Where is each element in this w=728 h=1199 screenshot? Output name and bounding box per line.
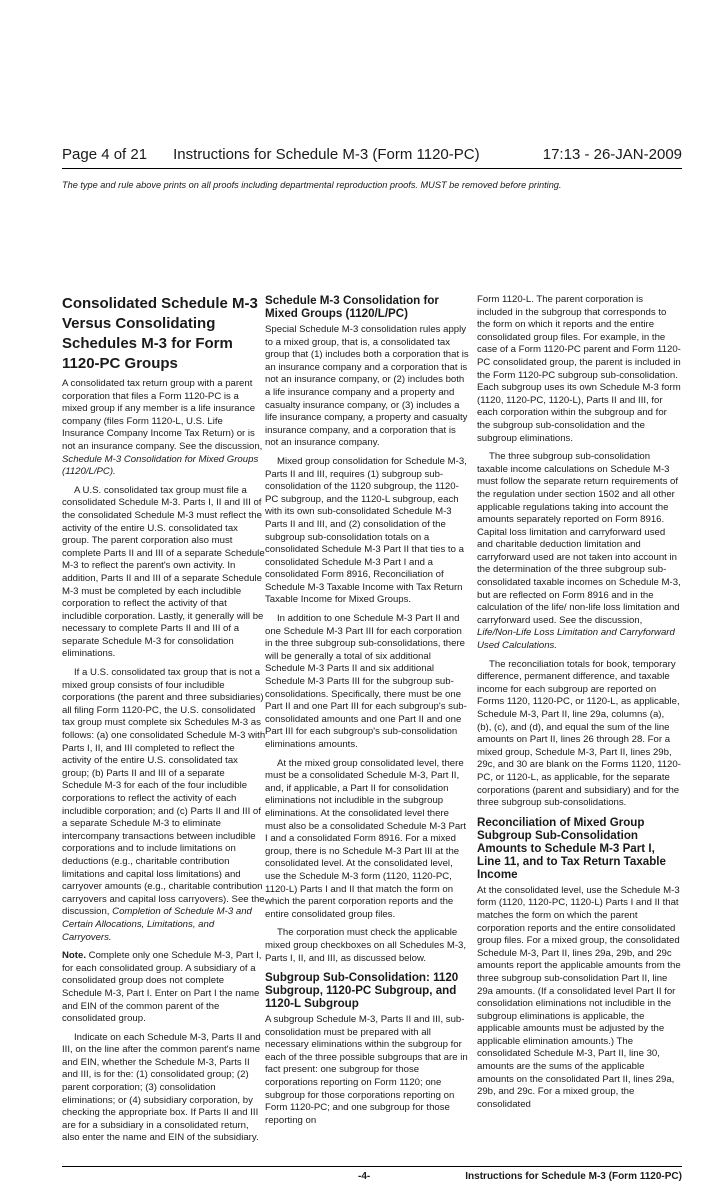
section-heading: Schedule M-3 Consolidation for Mixed Groups (1120/L/PC) — [265, 294, 439, 320]
paragraph: Special Schedule M-3 consolidation rules apply to a mixed group, that is, a consolidated tax group that (1) includes both a corporation that is an insurance company and a corporation that is not an insurance company, or (2) includes both a life insurance company and a property and casualty insurance company, or (3) includes a life insurance company, a property and casualty insurance company, and a corporation that is not an insurance company. — [265, 324, 469, 449]
header-document-title: Instructions for Schedule M-3 (Form 1120-PC) — [173, 146, 480, 163]
column-2 — [265, 294, 469, 1164]
subsection-heading: Subgroup Sub-Consolidation: 1120 Subgroup, 1120-PC Subgroup, and 1120-L Subgroup — [265, 971, 459, 1011]
paragraph: At the consolidated level, use the Schedule M-3 form (1120, 1120-PC, 1120-L) Parts I and II that matches the form on which the parent corporation reports and the entire consolidated group files. For a mixed group, the consolidated Schedule M-3, Part II, lines 29a, 29b, and 29c amounts report the applicable amounts from the three subgroup sub-consolidation Part II, line 29a amounts. (If a consolidated level Part II for consolidation eliminations not includible in the subgroup eliminations is applicable, the applicable amounts must be adjusted by the applicable elimination amounts.) The consolidated Schedule M-3, Part II, line 30, amounts are the sums of the applicable amounts on the consolidated Part II, lines 29a, 29b, and 29c. For a mixed group, the consolidated — [477, 884, 681, 1110]
cross-reference: Completion of Schedule M-3 and Certain Allocations, Limitations, and Carryovers. — [62, 906, 252, 943]
paragraph: A subgroup Schedule M-3, Parts II and III, sub-consolidation must be prepared with all necessary eliminations within the subgroup for each of the three possible subgroups that are in fact present: one subgroup for those corporations reporting on Form 1120; one subgroup for those corporations reporting on Form 1120-PC; and one subgroup for those reporting on — [265, 1014, 468, 1126]
header-left — [62, 146, 480, 163]
proof-banner: The type and rule above prints on all proofs including departmental reproduction proofs. MUST be removed before printing. — [62, 180, 562, 190]
column-1 — [62, 294, 266, 1164]
page-header — [62, 146, 682, 163]
paragraph: In addition to one Schedule M-3 Part II and one Schedule M-3 Part III for each corporation in the three subgroup sub-consolidations, there will be generally a total of six additional Schedule M-3 Parts II and six additional Schedule M-3 Parts III for the subgroup sub-consolidations. Specifically, there must be one Part II and one Part III for each subgroup's sub-consolidated amounts and one Part II and one Part III for each subgroup's sub-consolidation eliminations amounts. — [265, 613, 467, 750]
paragraph: A U.S. consolidated tax group must file a consolidated Schedule M-3. Parts I, II and III of the consolidated Schedule M-3 must reflect the activity of the entire U.S. consolidated tax group. The parent corporation also must complete Parts II and III of a separate Schedule M-3 to reflect the parent's own activity. In addition, Parts II and III of a separate Schedule M-3 must be completed by each includible corporation to reflect the activity of that includible corporation. Lastly, it generally will be necessary to complete Parts II and III of a separate Schedule M-3 for consolidation eliminations. — [62, 484, 265, 660]
paragraph: Form 1120-L. The parent corporation is included in the subgroup that corresponds to the form on which it reports and the entire consolidated group files. For example, in the case of a Form 1120-PC parent and Form 1120-PC consolidated group, the parent is included in the Form 1120-PC subgroup sub-consolidation. Each subgroup uses its own Schedule M-3 form (1120, 1120-PC, 1120-L), Parts II and III, for each corporation within the subgroup and for the subgroup sub-consolidation and the subgroup eliminations. — [477, 294, 681, 444]
note-paragraph: Note. Complete only one Schedule M-3, Part I, for each consolidated group. A subsidiary of a consolidated group does not complete Schedule M-3, Part I. Enter on Part I the name and EIN of the common parent of the consolidated group. — [62, 950, 262, 1025]
paragraph: Mixed group consolidation for Schedule M-3, Parts II and III, requires (1) subgroup sub-consolidation of the 1120 subgroup, the 1120-PC subgroup, and the 1120-L subgroup, each with its own sub-consolidated Schedule M-3 Parts II and III, and (2) consolidation of the subgroup sub-consolidation totals on a consolidated Schedule M-3 Part II that ties to a consolidated Schedule M-3 Part I and a consolidated Form 8916, Reconciliation of Schedule M-3 Taxable Income with Tax Return Taxable Income for Mixed Groups. — [265, 455, 467, 606]
section-heading: Consolidated Schedule M-3 Versus Consolidating Schedules M-3 for Form 1120-PC Groups — [62, 295, 258, 372]
cross-reference: Schedule M-3 Consolidation for Mixed Groups (1120/L/PC). — [62, 453, 259, 478]
body-columns — [0, 294, 728, 1164]
paragraph: The corporation must check the applicable mixed group checkboxes on all Schedules M-3, Parts I, II, and III, as discussed below. — [265, 927, 467, 964]
cross-reference: Life/Non-Life Loss Limitation and Carryforward Used Calculations. — [477, 627, 675, 652]
footer-rule — [62, 1166, 682, 1167]
paragraph: If a U.S. consolidated tax group that is not a mixed group consists of four includible corporations (the parent and three subsidiaries) all filing Form 1120-PC, the U.S. consolidated tax group must complete six Schedules M-3 as follows: (a) one consolidated Schedule M-3 with Parts I, II, and III completed to reflect the activity of the entire U.S. consolidated tax group; (b) Parts II and III of a separate Schedule M-3 for each of the four includible corporations to reflect the activity of each includible corporation; and (c) Parts II and III of a separate Schedule M-3 to eliminate intercompany transactions between includible corporations and to include limitations on deductions (e.g., charitable contribution limitations and capital loss limitations) and carryover amounts (e.g., charitable contribution carryovers and capital loss carryovers). See the discussion, Completion of Schedule M-3 and Certain Allocations, Limitations, and Carryovers. — [62, 667, 266, 943]
header-rule — [62, 168, 682, 169]
paragraph: A consolidated tax return group with a parent corporation that files a Form 1120-PC is a mixed group if any member is a life insurance company (files Form 1120-L, U.S. Life Insurance Company Income Tax Return) or is not an insurance company. See the discussion, Schedule M-3 Consolidation for Mixed Groups (1120/L/PC). — [62, 378, 263, 478]
footer-page-number: -4- — [358, 1171, 371, 1182]
paragraph: The reconciliation totals for book, temporary difference, permanent difference, and taxable income for each subgroup are reported on Forms 1120, 1120-PC, or 1120-L, as applicable, Schedule M-3, Part II, line 29a, columns (a), (b), (c), and (d), and equal the sum of the line amounts on Part II, lines 26 through 28. For a mixed group, Schedule M-3, Part II, lines 29b, 29c, and 30 are blank on the Forms 1120, 1120-PC, or 1120-L, as applicable, for the separate corporations (parent and subsidiary) and for the three subgroup sub-consolidations. — [477, 658, 681, 809]
paragraph: At the mixed group consolidated level, there must be a consolidated Schedule M-3, Part II, and, if applicable, a Part II for consolidation eliminations not includible in the subgroup eliminations. At the consolidated level there must also be a consolidated Schedule M-3 Part I and a consolidated Form 8916. For a mixed group, there is no Schedule M-3 Part III at the consolidated level. At the consolidated level, use the Schedule M-3 form (1120, 1120-PC, 1120-L) Parts I and II that match the form on which the parent corporation reports and the entire consolidated group files. — [265, 757, 467, 920]
paragraph: The three subgroup sub-consolidation taxable income calculations on Schedule M-3 must follow the separate return requirements of the regulation under section 1502 and all other applicable regulations taking into account the amounts separately reported on Form 8916. Capital loss limitation and carryforward used and charitable deduction limitation and carryforward used are not taken into account in the determination of the three subgroup sub-consolidated taxable incomes on Schedule M-3, but are reflected on Form 8916 and in the calculation of the life/ non-life loss limitation and carryforward used. See the discussion, Life/Non-Life Loss Limitation and Carryforward Used Calculations. — [477, 451, 681, 652]
footer-document-title: Instructions for Schedule M-3 (Form 1120-PC) — [465, 1171, 682, 1182]
header-timestamp: 17:13 - 26-JAN-2009 — [542, 146, 682, 163]
column-3 — [477, 294, 681, 1164]
header-page-number: Page 4 of 21 — [62, 146, 148, 163]
subsection-heading: Reconciliation of Mixed Group Subgroup Sub-Consolidation Amounts to Schedule M-3 Part I, Line 11, and to Tax Return Taxable Income — [477, 815, 666, 881]
note-label: Note. — [62, 950, 86, 962]
paragraph: Indicate on each Schedule M-3, Parts II and III, on the line after the common parent's name and EIN, whether the Schedule M-3, Parts II and III, is for the: (1) consolidated group; (2) parent corporation; (3) consolidation eliminations; or (4) subsidiary corporation, by checking the appropriate box. If Parts II and III are for a subsidiary in a consolidated return, also enter the name and EIN of the subsidiary. — [62, 1031, 261, 1144]
